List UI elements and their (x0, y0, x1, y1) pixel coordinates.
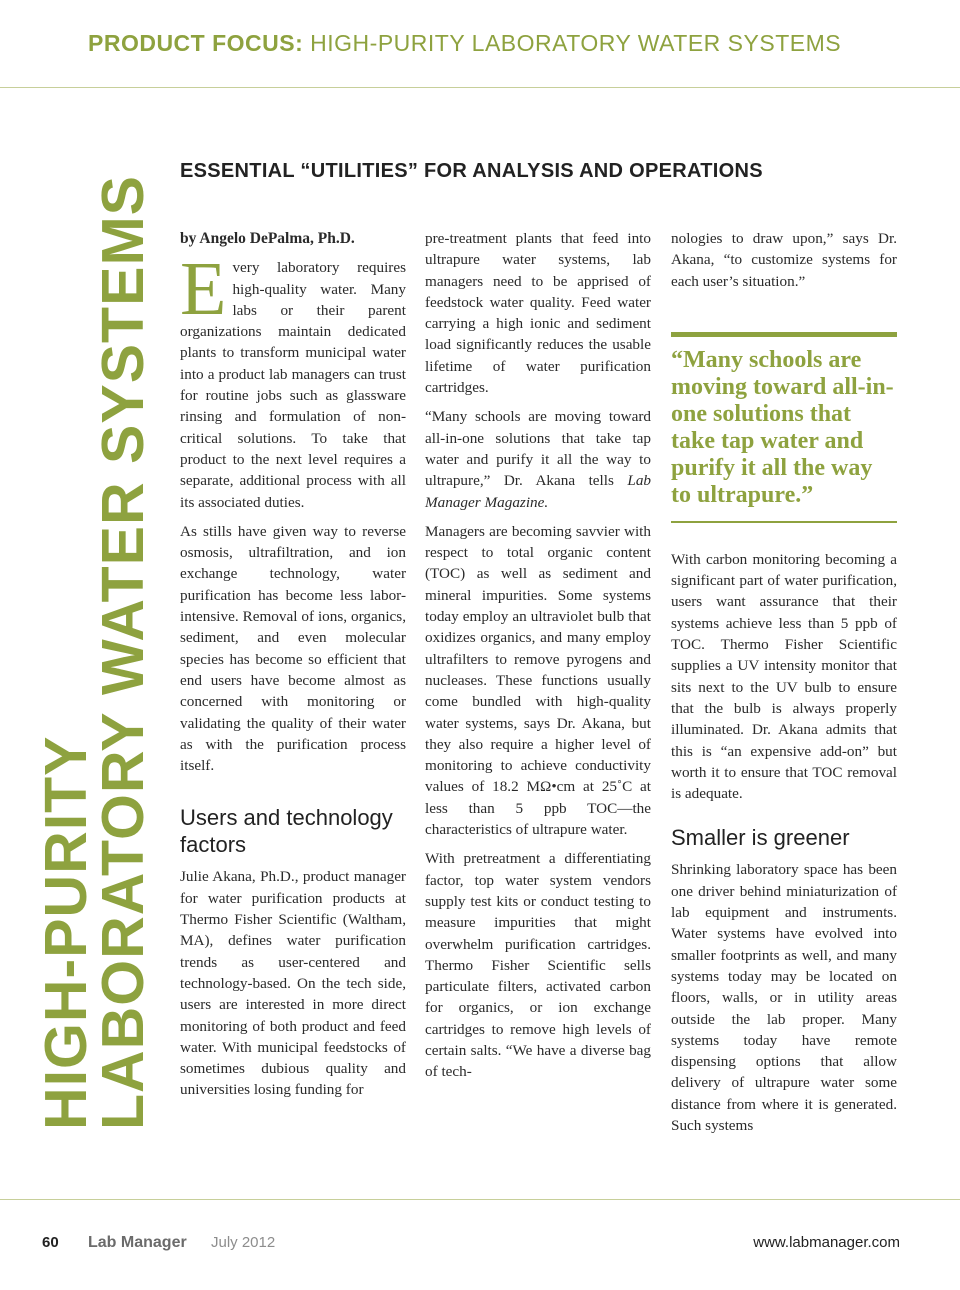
paragraph: With carbon monitoring becoming a significant part of water purification, users want assurance that their systems achieve less than 5 ppb of TOC. Thermo Fisher Scientific supplies a UV intensity monitor that sits next to the UV bulb to ensure that the bulb is always properly illuminated. Dr. Akana admits that this is “an expensive add-on” but worth it to ensure that TOC removal is adequate. (671, 550, 897, 803)
paragraph: Managers are becoming savvier with respect to total organic content (TOC) as well as sediment and mineral impurities. Some systems today employ an ultraviolet bulb that oxidizes organics, and many employ ultrafilters to remove pyrogens and nucleases. These functions usually come bundled with high-quality water systems, says Dr. Akana, but they also require a higher level of monitoring to achieve conductivity values of 18.2 MΩ•cm at 25˚C at less than 5 ppb TOC—the characteristics of ultrapure water. (425, 522, 651, 839)
subhead-users: Users and technology factors (180, 805, 393, 858)
byline: by Angelo DePalma, Ph.D. (180, 230, 355, 247)
paragraph: Shrinking laboratory space has been one driver behind miniaturization of lab equipment and instruments. Water systems have evolved into smaller footprints as well, and many systems today may be located on floors, walls, or in utility areas outside the lab proper. Many systems today have remote dispensing options that allow delivery of ultrapure water some distance from where it is generated. Such systems (671, 861, 897, 1135)
section-title: ESSENTIAL “UTILITIES” FOR ANALYSIS AND OPERATIONS (180, 160, 763, 182)
column-3 (671, 228, 897, 1144)
website-url[interactable]: www.labmanager.com (753, 1234, 900, 1251)
running-header (88, 30, 841, 57)
subhead-smaller: Smaller is greener (671, 825, 850, 851)
issue-date: July 2012 (211, 1234, 276, 1251)
vertical-title (33, 160, 158, 1130)
header-section-label: PRODUCT FOCUS: (88, 30, 304, 56)
paragraph: As stills have given way to reverse osmosis, ultrafiltration, and ion exchange technology, water purification has become less labor-intensive. Removal of ions, organics, sediment, and even molecular species has become so efficient that end users have become almost as concerned with monitoring or validating the quality of their water as with the purification process itself. (180, 522, 406, 775)
vertical-title-line2: LABORATORY WATER SYSTEMS (90, 175, 156, 1130)
paragraph-text: very laboratory requires high-quality water. Many labs or their parent organizations maintain dedicated plants to transform municipal water into a product lab managers can trust for routine jobs such as glassware rinsing and formulation of non-critical solutions. To take that product to the next level requires a separate, additional process with all its associated duties. (180, 259, 406, 511)
column-1 (180, 228, 406, 1109)
drop-cap: E (180, 247, 227, 332)
vertical-title-line1: HIGH-PURITY (33, 735, 99, 1130)
paragraph: nologies to draw upon,” says Dr. Akana, “to customize systems for each user’s situation.” (671, 230, 897, 290)
magazine-name: Lab Manager (88, 1234, 187, 1251)
pull-quote: “Many schools are moving toward all-in-one solutions that take tap water and purify it all the way to ultrapure.” (671, 332, 897, 523)
paragraph (425, 406, 651, 512)
vertical-title-wrap (33, 160, 158, 1130)
footer-rule (0, 1199, 960, 1200)
paragraph: Julie Akana, Ph.D., product manager for water purification products at Thermo Fisher Scientific (Waltham, MA), defines water purification trends as user-centered and technology-based. On the tech side, users are interested in more direct monitoring of both product and feed water. With municipal feedstocks of sometimes dubious quality and universities losing funding for (180, 868, 406, 1099)
header-rule (0, 87, 960, 88)
paragraph-text: “Many schools are moving toward all-in-one solutions that take tap water and purify it all the way to ultrapure,” Dr. Akana tells (425, 408, 651, 490)
paragraph: pre-treatment plants that feed into ultrapure water systems, lab managers need to be apprised of feedstock water quality. Feed water carrying a high ionic and sediment load significantly reduces the usable lifetime of water purification cartridges. (425, 230, 651, 397)
page-number: 60 (42, 1234, 59, 1251)
publication-name: Lab Manager Magazine. (425, 472, 652, 511)
paragraph: With pretreatment a differentiating factor, top water system vendors supply test kits or conduct testing to measure impurities that might overwhelm purification cartridges. Thermo Fisher Scientific sells particulate filters, activated carbon for organics, or ion exchange cartridges to remove high levels of certain salts. “We have a diverse bag of tech- (425, 850, 651, 1081)
header-topic: HIGH-PURITY LABORATORY WATER SYSTEMS (310, 30, 842, 56)
column-2 (425, 228, 651, 1091)
paragraph (180, 247, 406, 513)
